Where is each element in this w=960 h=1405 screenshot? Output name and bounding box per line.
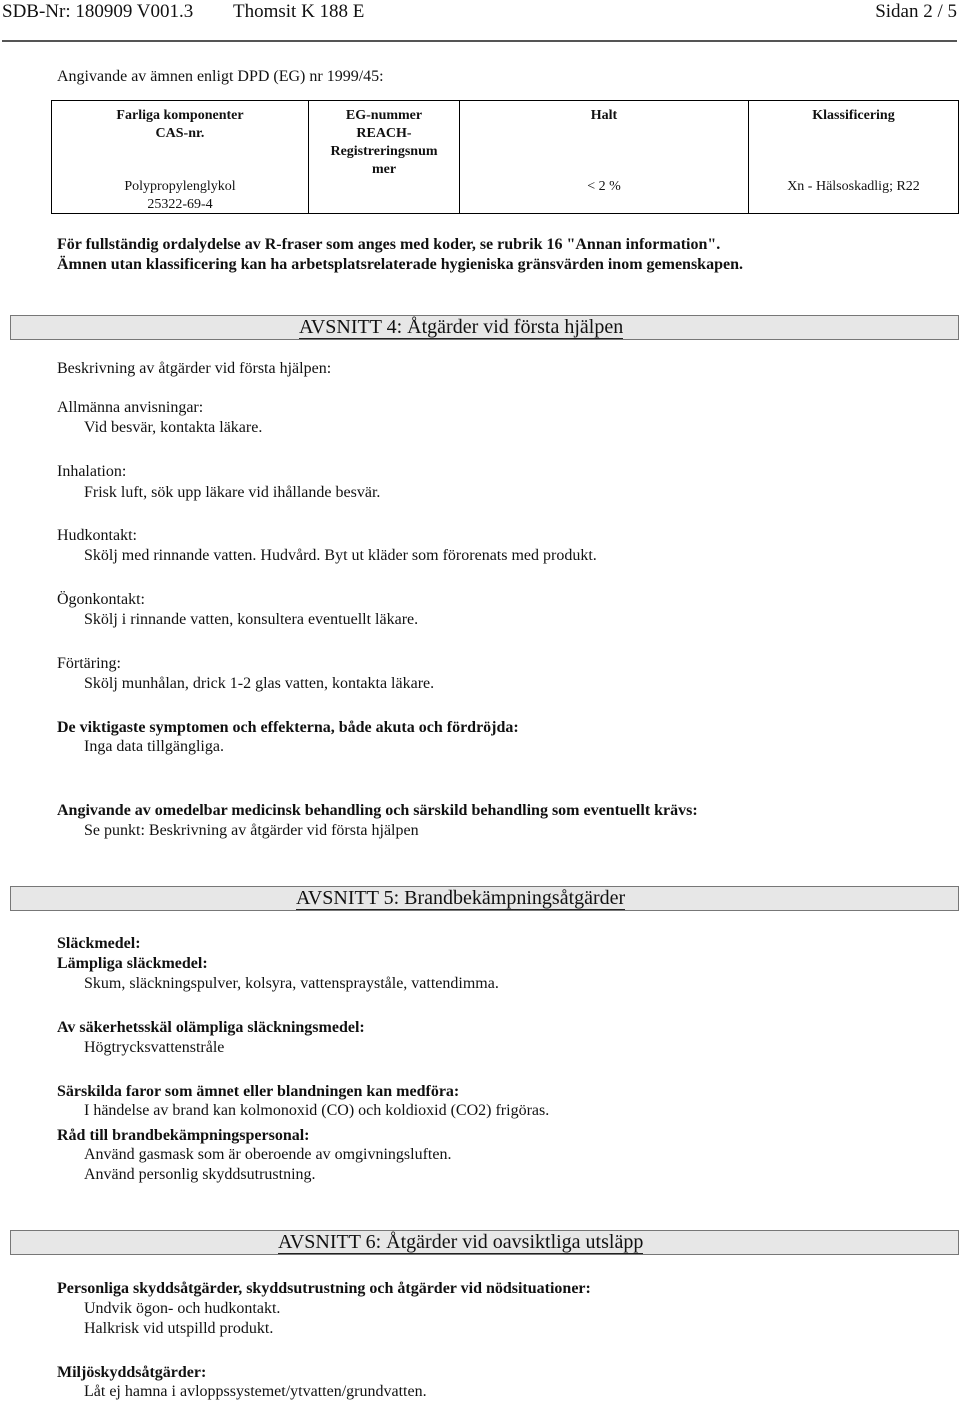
- s5-advice-text-1: Använd gasmask som är oberoende av omgivningsluften.: [84, 1146, 452, 1163]
- col2-header-line2: REACH-: [356, 126, 412, 141]
- s4-general-text: Vid besvär, kontakta läkare.: [84, 419, 263, 436]
- s4-skin-label: Hudkontakt:: [57, 527, 137, 544]
- col2-header-line1: EG-nummer: [345, 108, 423, 123]
- components-table: [51, 100, 959, 214]
- section6-title: AVSNITT 6: Åtgärder vid oavsiktliga utsläpp: [278, 1231, 644, 1253]
- s4-description-heading: Beskrivning av åtgärder vid första hjälpen:: [57, 360, 332, 377]
- col2-header-line4: mer: [371, 162, 397, 177]
- s6-environment-text: Låt ej hamna i avloppssystemet/ytvatten/grundvatten.: [84, 1383, 427, 1400]
- s4-inhalation-text: Frisk luft, sök upp läkare vid ihållande besvär.: [84, 484, 381, 501]
- s4-eye-text: Skölj i rinnande vatten, konsultera eventuellt läkare.: [84, 611, 419, 628]
- component-cas: 25322-69-4: [147, 197, 213, 212]
- s5-unsuitable-text: Högtrycksvattenstråle: [84, 1039, 225, 1056]
- s5-unsuitable-heading: Av säkerhetsskäl olämpliga släckningsmedel:: [57, 1019, 365, 1036]
- note-r-phrases: För fullständig ordalydelse av R-fraser som anges med koder, se rubrik 16 "Annan information".: [57, 236, 721, 253]
- header-rule: [2, 40, 957, 42]
- col-components: [52, 101, 309, 214]
- col1-header-line2: CAS-nr.: [155, 126, 205, 141]
- col4-header: Klassificering: [812, 108, 895, 123]
- s4-treatment-text: Se punkt: Beskrivning av åtgärder vid första hjälpen: [84, 822, 419, 839]
- s4-treatment-heading: Angivande av omedelbar medicinsk behandling och särskild behandling som eventuellt krävs:: [57, 802, 698, 819]
- s6-personal-text-2: Halkrisk vid utspilld produkt.: [84, 1320, 274, 1337]
- s5-hazards-heading: Särskilda faror som ämnet eller blandningen kan medföra:: [57, 1083, 460, 1100]
- col-classification: [749, 101, 959, 214]
- col1-header-line1: Farliga komponenter: [116, 108, 244, 123]
- s4-symptoms-heading: De viktigaste symptomen och effekterna, både akuta och fördröjda:: [57, 719, 519, 736]
- section4-title: AVSNITT 4: Åtgärder vid första hjälpen: [299, 316, 624, 338]
- section5-title: AVSNITT 5: Brandbekämpningsåtgärder: [296, 887, 626, 909]
- s6-environment-heading: Miljöskyddsåtgärder:: [57, 1364, 207, 1381]
- s6-personal-text-1: Undvik ögon- och hudkontakt.: [84, 1300, 281, 1317]
- s4-symptoms-text: Inga data tillgängliga.: [84, 738, 224, 755]
- s4-skin-text: Skölj med rinnande vatten. Hudvård. Byt ut kläder som förorenats med produkt.: [84, 547, 597, 564]
- s4-inhalation-label: Inhalation:: [57, 463, 127, 480]
- col3-header: Halt: [590, 108, 618, 123]
- s5-suitable-text: Skum, släckningspulver, kolsyra, vattensprayståle, vattendimma.: [84, 975, 499, 992]
- s5-media-heading: Släckmedel:: [57, 935, 141, 952]
- component-content: < 2 %: [587, 179, 621, 194]
- page-number: Sidan 2 / 5: [875, 1, 957, 22]
- s5-suitable-heading: Lämpliga släckmedel:: [57, 955, 208, 972]
- component-name: Polypropylenglykol: [124, 179, 236, 194]
- s4-ingestion-text: Skölj munhålan, drick 1-2 glas vatten, kontakta läkare.: [84, 675, 435, 692]
- product-name: Thomsit K 188 E: [233, 1, 365, 22]
- s5-advice-heading: Råd till brandbekämpningspersonal:: [57, 1127, 310, 1144]
- s4-eye-label: Ögonkontakt:: [57, 591, 145, 608]
- dpd-heading: Angivande av ämnen enligt DPD (EG) nr 1999/45:: [57, 68, 384, 85]
- component-classification: Xn - Hälsoskadlig; R22: [787, 179, 920, 194]
- s5-advice-text-2: Använd personlig skyddsutrustning.: [84, 1166, 316, 1183]
- col-content: [460, 101, 749, 214]
- s6-personal-heading: Personliga skyddsåtgärder, skyddsutrustning och åtgärder vid nödsituationer:: [57, 1280, 591, 1297]
- col2-header-line3: Registreringsnum: [330, 144, 438, 159]
- col-ec-number: [309, 101, 460, 214]
- note-unclassified: Ämnen utan klassificering kan ha arbetsplatsrelaterade hygieniska gränsvärden inom gemenskapen.: [57, 256, 743, 273]
- s5-hazards-text: I händelse av brand kan kolmonoxid (CO) och koldioxid (CO2) frigöras.: [84, 1102, 550, 1119]
- s4-ingestion-label: Förtäring:: [57, 655, 121, 672]
- s4-general-label: Allmänna anvisningar:: [57, 399, 204, 416]
- document-id: SDB-Nr: 180909 V001.3: [2, 1, 194, 22]
